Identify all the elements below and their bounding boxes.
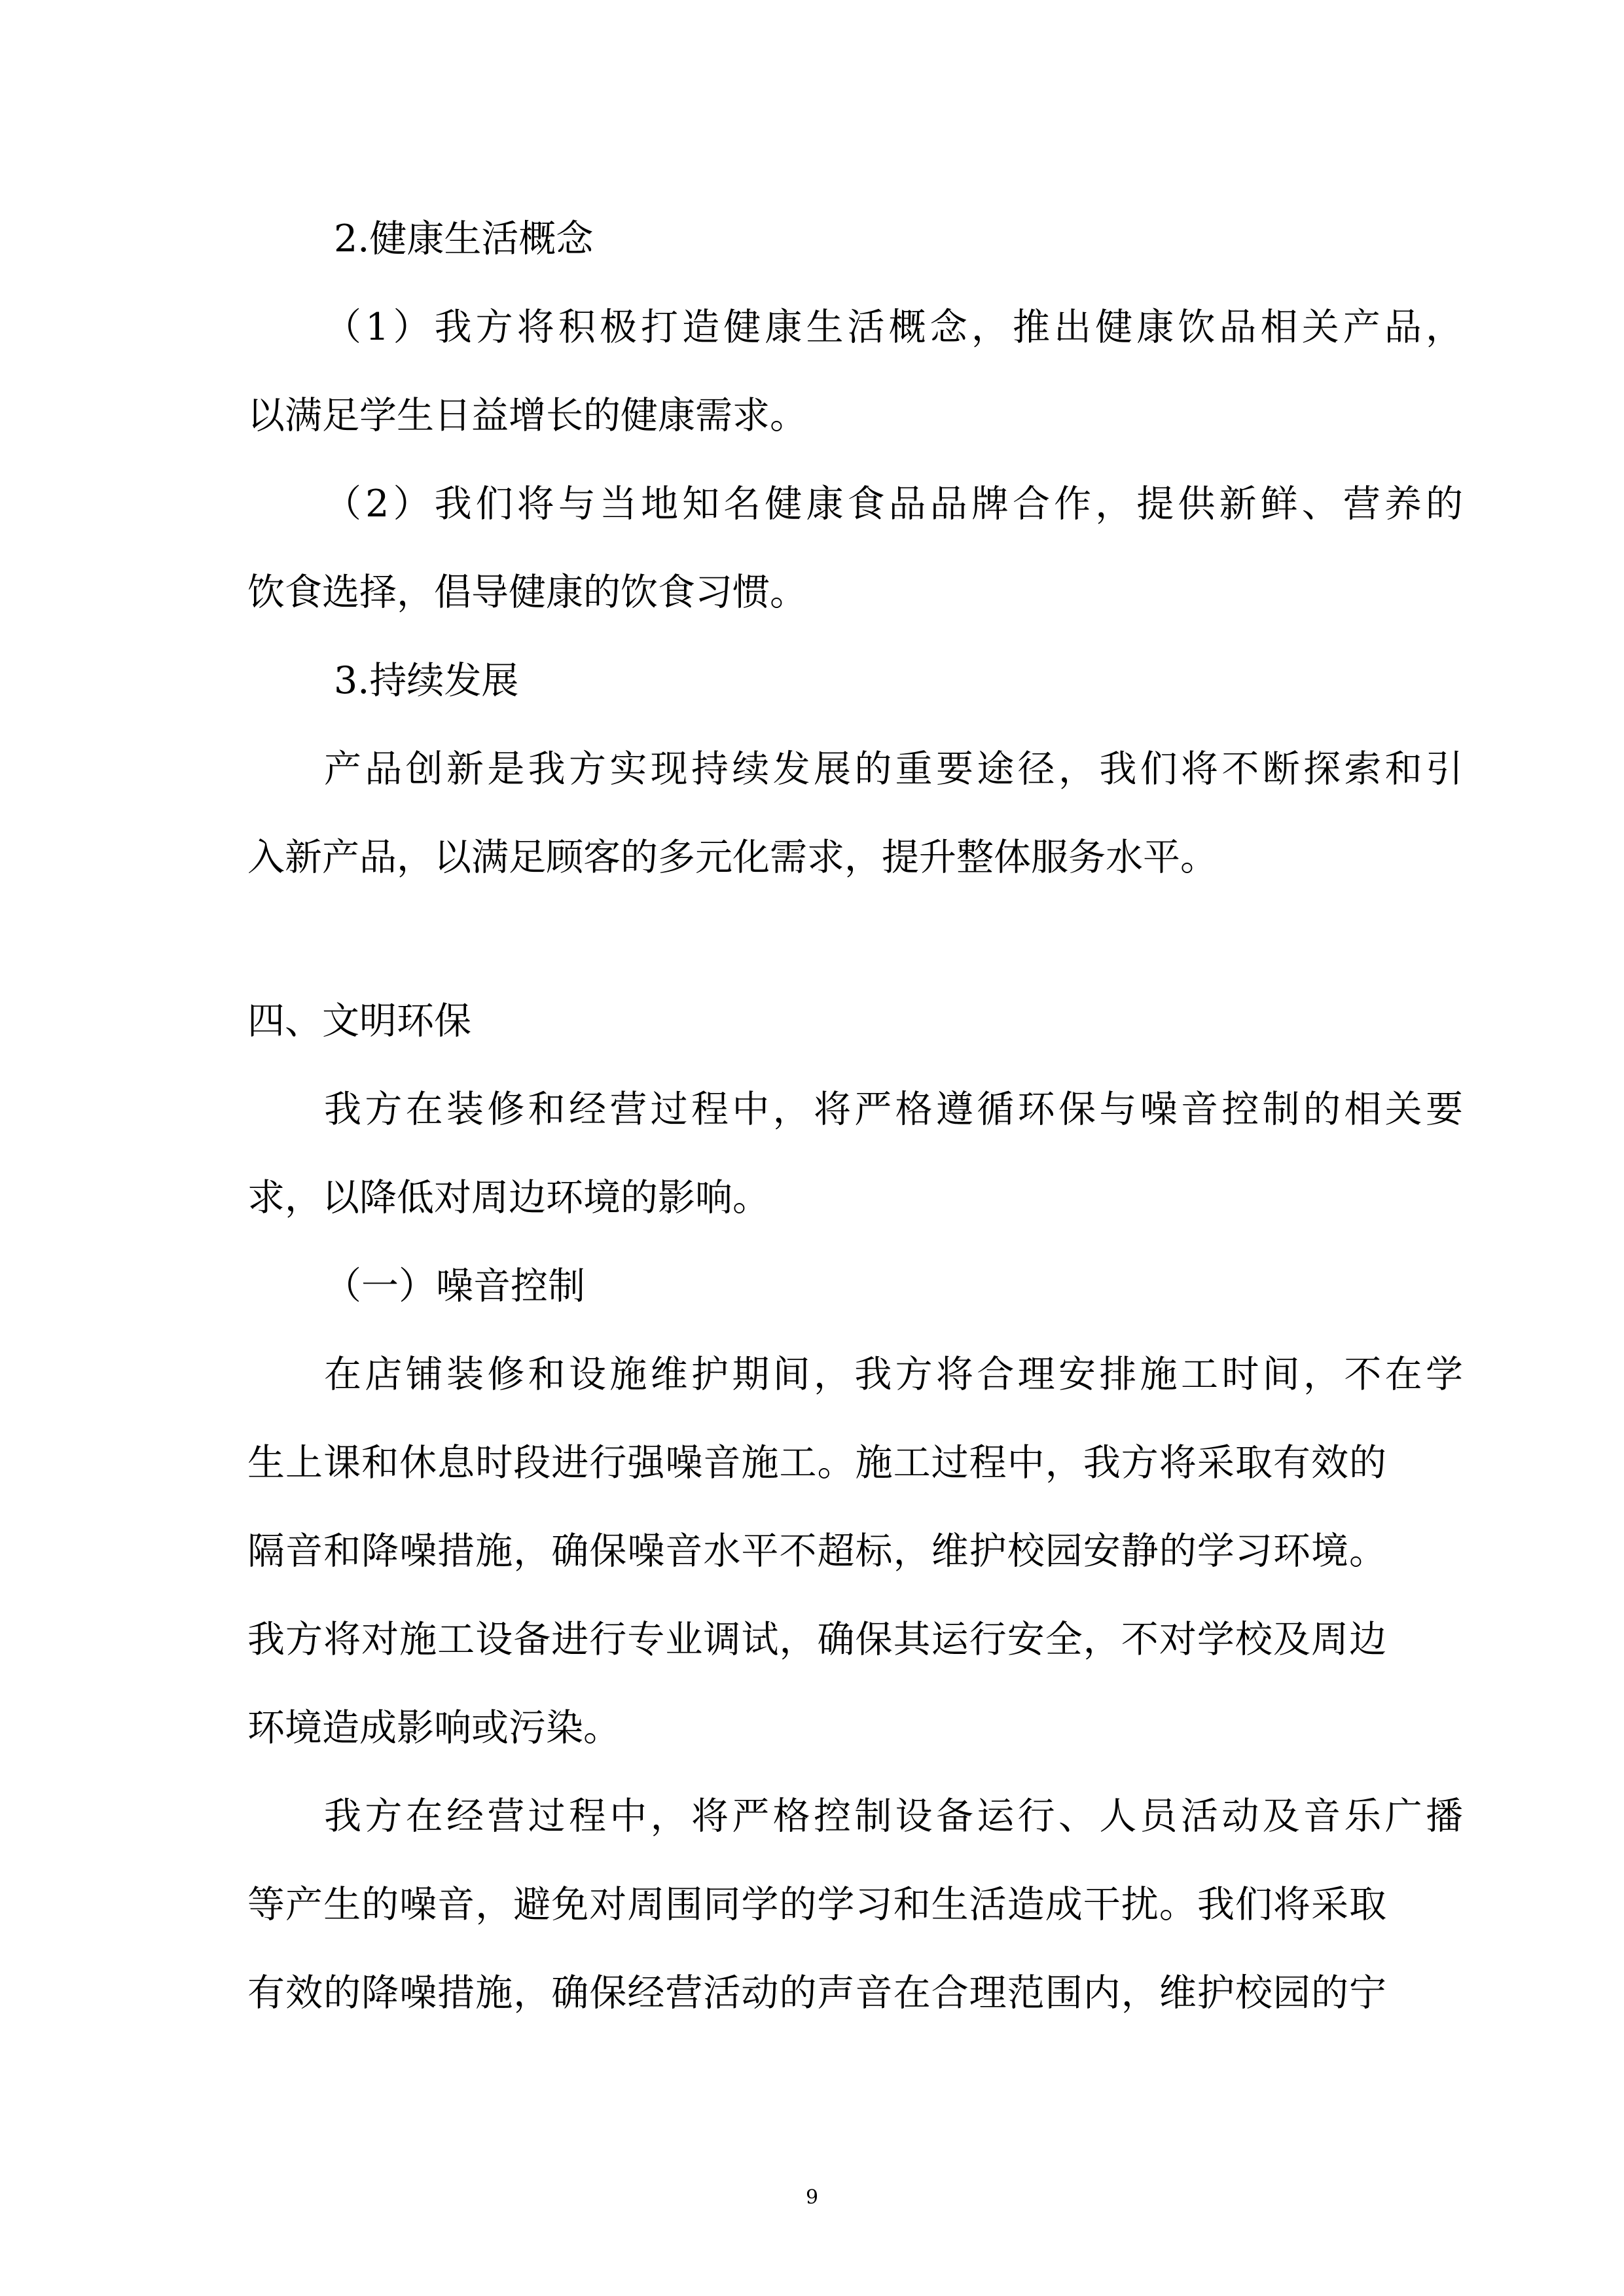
paragraph-line: 环境造成影响或污染。 [247, 1706, 621, 1749]
paragraph-line: 入新产品，以满足顾客的多元化需求，提升整体服务水平。 [247, 836, 1218, 879]
paragraph-line: 在店铺装修和设施维护期间，我方将合理安排施工时间，不在学 [324, 1353, 1463, 1396]
paragraph-line: 以满足学生日益增长的健康需求。 [247, 394, 807, 437]
paragraph-line: 我方在装修和经营过程中，将严格遵循环保与噪音控制的相关要 [324, 1088, 1463, 1131]
paragraph-line: 求，以降低对周边环境的影响。 [247, 1176, 770, 1219]
subheading-sustainable-development: 3.持续发展 [334, 659, 519, 702]
paragraph-line: 有效的降噪措施，确保经营活动的声音在合理范围内，维护校园的宁 [247, 1971, 1386, 2015]
paragraph-line: 等产生的噪音，避免对周围同学的学习和生活造成干扰。我们将采取 [247, 1883, 1386, 1926]
paragraph-line: 饮食选择，倡导健康的饮食习惯。 [247, 571, 807, 614]
page-number: 9 [805, 2186, 819, 2209]
paragraph-line: （2）我们将与当地知名健康食品品牌合作，提供新鲜、营养的 [324, 482, 1463, 526]
paragraph-line: 生上课和休息时段进行强噪音施工。施工过程中，我方将采取有效的 [247, 1441, 1386, 1484]
paragraph-line: 我方在经营过程中，将严格控制设备运行、人员活动及音乐广播 [324, 1795, 1463, 1838]
section-heading-civilized-environment: 四、文明环保 [247, 999, 471, 1043]
paragraph-line: 隔音和降噪措施，确保噪音水平不超标，维护校园安静的学习环境。 [247, 1530, 1386, 1573]
subheading-healthy-living: 2.健康生活概念 [334, 217, 594, 260]
paragraph-line: 产品创新是我方实现持续发展的重要途径，我们将不断探索和引 [324, 747, 1463, 791]
subheading-noise-control: （一）噪音控制 [324, 1265, 585, 1308]
paragraph-line: （1）我方将积极打造健康生活概念，推出健康饮品相关产品， [324, 306, 1463, 349]
paragraph-line: 我方将对施工设备进行专业调试，确保其运行安全，不对学校及周边 [247, 1618, 1386, 1661]
